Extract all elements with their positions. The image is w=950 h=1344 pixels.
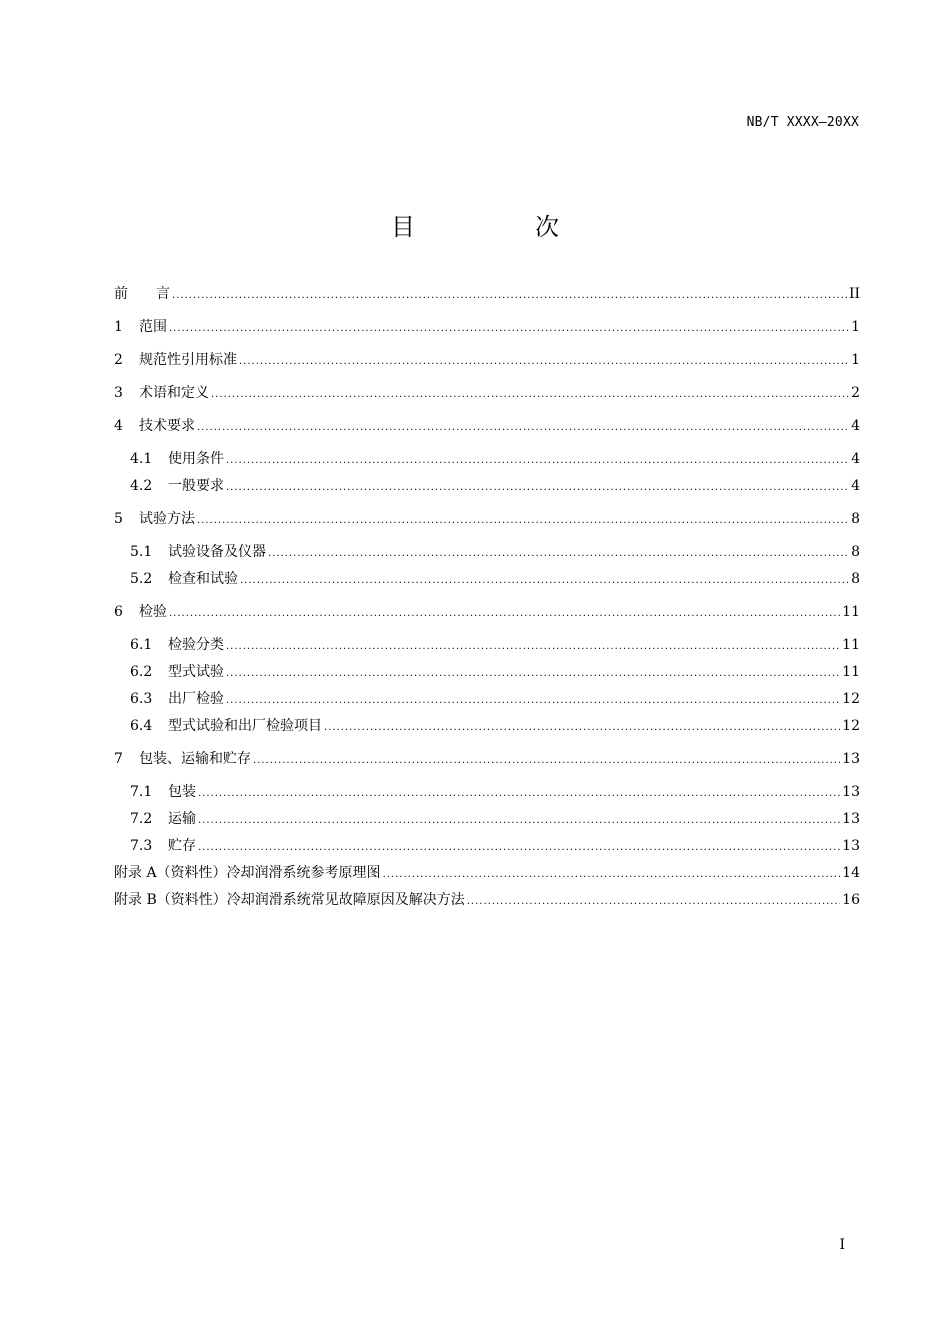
toc-entry-page: 14 xyxy=(842,865,860,881)
toc-subentry[interactable] xyxy=(114,663,860,683)
toc-leader-dots xyxy=(198,785,840,803)
toc-entry-page: 4 xyxy=(851,418,860,434)
toc-leader-dots xyxy=(169,605,840,623)
toc-entry-page: 4 xyxy=(851,451,860,467)
toc-entry[interactable] xyxy=(114,750,860,770)
toc-entry-label: 附录 A（资料性）冷却润滑系统参考原理图 xyxy=(114,865,381,881)
toc-leader-dots xyxy=(169,320,849,338)
toc-subentry[interactable] xyxy=(114,810,860,830)
page-title: 目 次 xyxy=(391,213,607,241)
toc-entry-page: 12 xyxy=(842,718,860,734)
toc-leader-dots xyxy=(226,665,840,683)
toc-entry-number: 5.1 xyxy=(130,544,153,560)
toc-subentry[interactable] xyxy=(114,690,860,710)
toc-entry-page: 8 xyxy=(851,544,860,560)
toc-entry-number: 7.3 xyxy=(130,838,153,854)
toc-entry-number: 2 xyxy=(114,352,123,368)
toc-entry-label: 检验 xyxy=(139,604,167,620)
toc-entry-label: 包装、运输和贮存 xyxy=(139,751,251,767)
toc-entry[interactable] xyxy=(114,417,860,437)
toc-entry-label: 型式试验和出厂检验项目 xyxy=(168,718,322,734)
toc-leader-dots xyxy=(467,893,840,911)
toc-leader-dots xyxy=(226,692,840,710)
toc-entry-page: 12 xyxy=(842,691,860,707)
toc-entry-label: 试验设备及仪器 xyxy=(168,544,266,560)
toc-entry-page: 4 xyxy=(851,478,860,494)
toc-leader-dots xyxy=(226,479,849,497)
toc-entry-number: 4.1 xyxy=(130,451,153,467)
toc-entry-label: 技术要求 xyxy=(139,418,195,434)
toc-subentry[interactable] xyxy=(114,783,860,803)
toc-leader-dots xyxy=(197,419,849,437)
toc-entry-page: 11 xyxy=(842,664,860,680)
toc-leader-dots xyxy=(198,839,840,857)
toc-leader-dots xyxy=(198,812,840,830)
toc-entry-page: 13 xyxy=(842,784,860,800)
toc-entry-label: 型式试验 xyxy=(168,664,224,680)
toc-entry-label: 使用条件 xyxy=(168,451,224,467)
toc-entry-number: 3 xyxy=(114,385,123,401)
toc-entry[interactable] xyxy=(114,318,860,338)
toc-entry-label: 一般要求 xyxy=(168,478,224,494)
toc-entry-label: 检查和试验 xyxy=(168,571,238,587)
toc-leader-dots xyxy=(197,512,849,530)
toc-entry-number: 6.3 xyxy=(130,691,153,707)
toc-entry-number: 6.4 xyxy=(130,718,153,734)
toc-entry-page: 16 xyxy=(842,892,860,908)
toc-entry-number: 7 xyxy=(114,751,123,767)
toc-entry-page: 2 xyxy=(851,385,860,401)
toc-entry-number: 4.2 xyxy=(130,478,153,494)
toc-entry-number: 6.2 xyxy=(130,664,153,680)
toc-entry-page: 1 xyxy=(851,352,860,368)
toc-leader-dots xyxy=(239,353,849,371)
toc-entry-number: 6.1 xyxy=(130,637,153,653)
toc-entry-label: 检验分类 xyxy=(168,637,224,653)
toc-entry-number: 6 xyxy=(114,604,123,620)
toc-entry-label: 范围 xyxy=(139,319,167,335)
toc-leader-dots xyxy=(211,386,849,404)
toc-entry-label: 出厂检验 xyxy=(168,691,224,707)
toc-entry-label: 试验方法 xyxy=(139,511,195,527)
toc-subentry[interactable] xyxy=(114,477,860,497)
toc-entry-number: 5 xyxy=(114,511,123,527)
toc-entry-label: 贮存 xyxy=(168,838,196,854)
toc-entry-page: 8 xyxy=(851,571,860,587)
toc-entry-label: 包装 xyxy=(168,784,196,800)
document-code: NB/T XXXX—20XX xyxy=(746,115,859,130)
toc-entry-page: 8 xyxy=(851,511,860,527)
toc-entry-label: 附录 B（资料性）冷却润滑系统常见故障原因及解决方法 xyxy=(114,892,465,908)
toc-appendix-entry[interactable] xyxy=(114,891,860,911)
toc-leader-dots xyxy=(226,452,849,470)
toc-entry-number: 5.2 xyxy=(130,571,153,587)
toc-entry-page: 1 xyxy=(851,319,860,335)
toc-entry-page: 11 xyxy=(842,637,860,653)
toc-subentry[interactable] xyxy=(114,636,860,656)
toc-leader-dots xyxy=(172,287,847,305)
toc-entry-number: 7.1 xyxy=(130,784,153,800)
toc-entry-page: 11 xyxy=(842,604,860,620)
toc-entry-number: 4 xyxy=(114,418,123,434)
toc-entry-number: 1 xyxy=(114,319,123,335)
toc-entry-page: 13 xyxy=(842,838,860,854)
toc-subentry[interactable] xyxy=(114,450,860,470)
toc-entry-label: 术语和定义 xyxy=(139,385,209,401)
footer-page-number: I xyxy=(839,1237,845,1253)
table-of-contents xyxy=(114,285,860,911)
toc-leader-dots xyxy=(253,752,840,770)
toc-subentry[interactable] xyxy=(114,570,860,590)
toc-entry-label: 运输 xyxy=(168,811,196,827)
toc-leader-dots xyxy=(226,638,840,656)
toc-entry-number: 7.2 xyxy=(130,811,153,827)
toc-entry[interactable] xyxy=(114,510,860,530)
toc-leader-dots xyxy=(240,572,849,590)
toc-leader-dots xyxy=(268,545,849,563)
toc-entry-label: 规范性引用标准 xyxy=(139,352,237,368)
toc-subentry[interactable] xyxy=(114,837,860,857)
toc-entry-page: 13 xyxy=(842,811,860,827)
toc-entry[interactable] xyxy=(114,285,860,305)
toc-leader-dots xyxy=(324,719,840,737)
toc-entry[interactable] xyxy=(114,384,860,404)
toc-entry-page: 13 xyxy=(842,751,860,767)
toc-subentry[interactable] xyxy=(114,543,860,563)
toc-entry[interactable] xyxy=(114,603,860,623)
toc-entry-label: 前 言 xyxy=(114,286,170,302)
toc-subentry[interactable] xyxy=(114,717,860,737)
toc-leader-dots xyxy=(383,866,841,884)
toc-entry[interactable] xyxy=(114,351,860,371)
toc-appendix-entry[interactable] xyxy=(114,864,860,884)
toc-entry-page: II xyxy=(848,286,860,302)
